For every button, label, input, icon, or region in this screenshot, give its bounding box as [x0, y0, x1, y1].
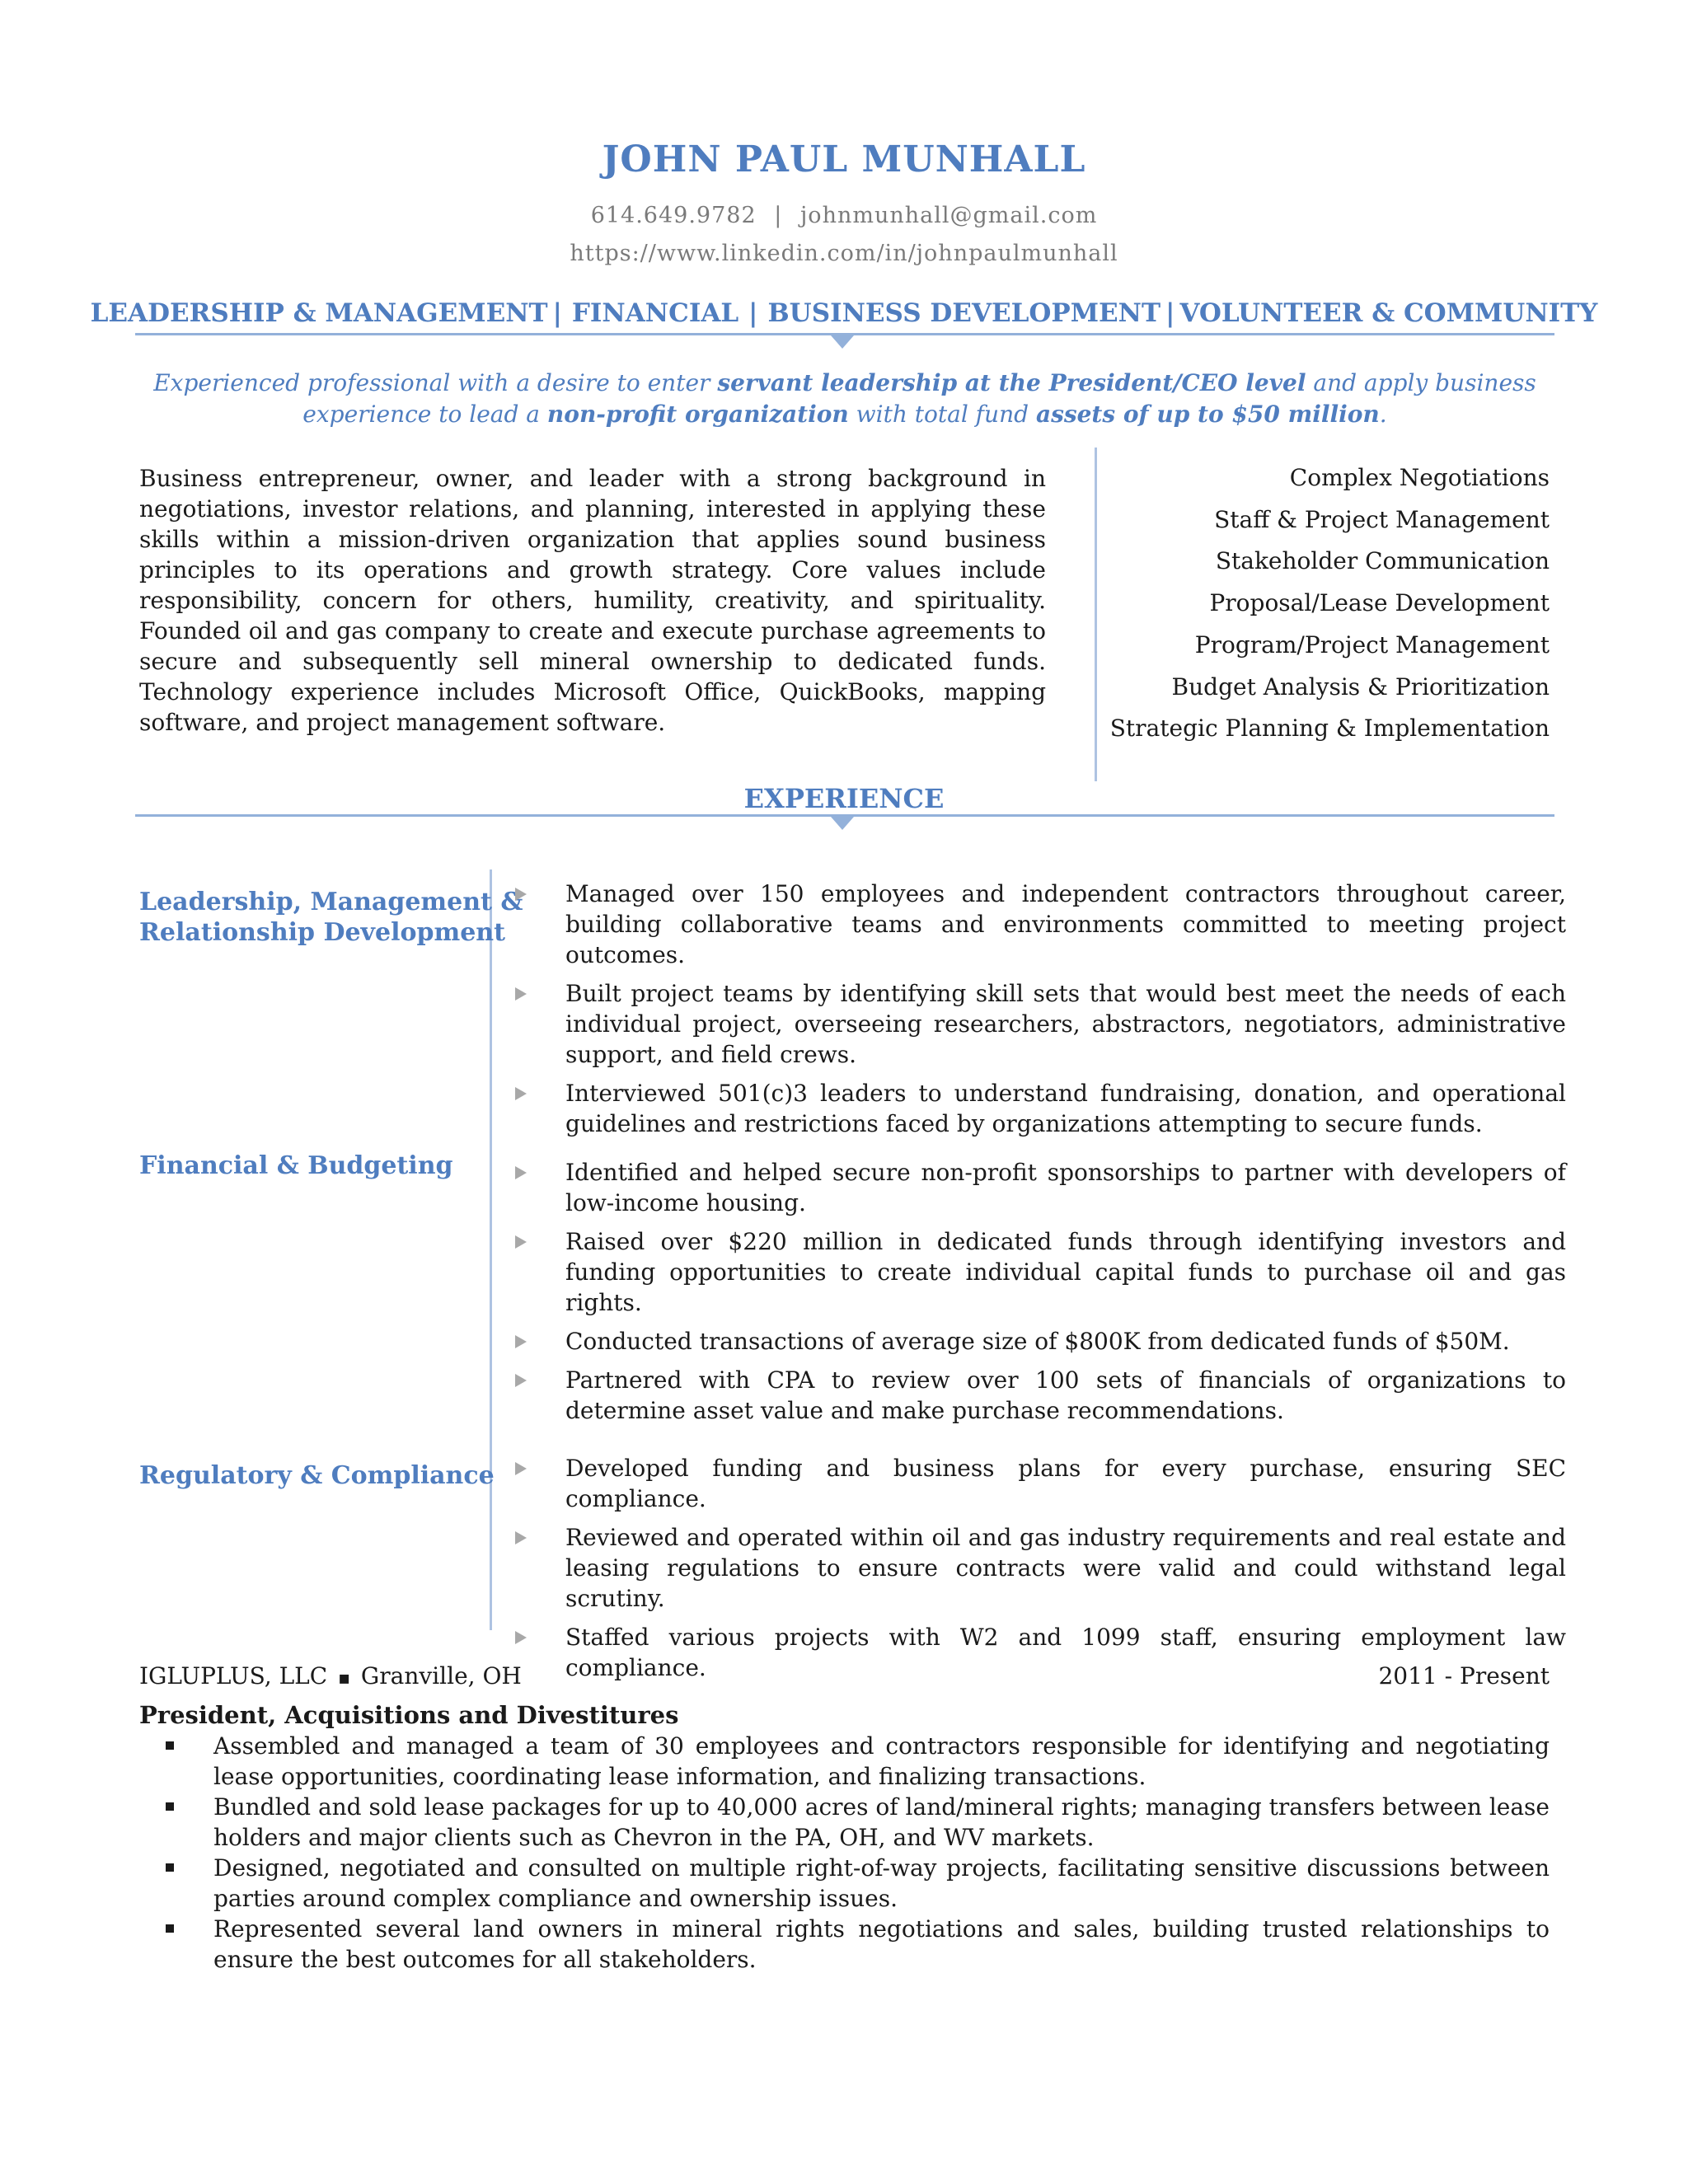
skill-item: Stakeholder Communication: [1215, 547, 1550, 575]
list-item: [518, 879, 1566, 970]
bullet-text: Represented several land owners in mineral rights negotiations and sales, building trusted relationships to ensure the best outcomes for all stakeholders.: [213, 1915, 1550, 1973]
bullet-text: Assembled and managed a team of 30 employees and contractors responsible for identifying and negotiating lease opportunities, coordinating lease information, and finalizing transactions.: [213, 1732, 1550, 1790]
bullet-text: Raised over $220 million in dedicated funds through identifying investors and funding opportunities to create individual capital funds to purchase oil and gas rights.: [565, 1228, 1566, 1316]
banner-separator: |: [748, 298, 758, 328]
contact-separator: |: [774, 203, 783, 228]
category-bullets: [518, 879, 1566, 1147]
category-title-line: Regulatory & Compliance: [139, 1461, 495, 1490]
list-item: [518, 978, 1566, 1070]
triangle-bullet-icon: [515, 1087, 527, 1100]
focus-areas-banner: [0, 298, 1688, 328]
list-item: [139, 1792, 1550, 1853]
triangle-bullet-icon: [515, 1166, 527, 1179]
list-item: [518, 1522, 1566, 1614]
bullet-text: Staffed various projects with W2 and 1099 staff, ensuring employment law compliance.: [565, 1624, 1566, 1681]
square-bullet-icon: [166, 1741, 174, 1750]
objective-text: with total fund: [848, 401, 1036, 428]
objective-text: .: [1379, 401, 1387, 428]
category-title: [139, 1151, 452, 1181]
square-bullet-icon: [166, 1863, 174, 1872]
objective-highlight: non-profit organization: [546, 401, 849, 428]
category-bullets: [518, 1157, 1566, 1434]
focus-area: LEADERSHIP & MANAGEMENT: [90, 298, 548, 328]
triangle-bullet-icon: [515, 1235, 527, 1249]
objective-text: Experienced professional with a desire to enter: [153, 369, 718, 396]
job-dates: 2011 - Present: [1378, 1662, 1550, 1690]
skill-item: Program/Project Management: [1194, 630, 1550, 658]
focus-area: FINANCIAL: [571, 298, 739, 328]
bullet-text: Reviewed and operated within oil and gas industry requirements and real estate and leasing regulations to ensure contracts were valid and could withstand legal scrutiny.: [565, 1524, 1566, 1612]
job-header: [139, 1662, 1550, 1690]
objective-highlight: assets of up to $50 million: [1035, 401, 1380, 428]
list-item: [518, 1453, 1566, 1514]
triangle-bullet-icon: [515, 888, 527, 901]
triangle-bullet-icon: [515, 1335, 527, 1348]
core-skills-list: [1110, 457, 1550, 750]
list-item: [139, 1731, 1550, 1792]
email: johnmunhall@gmail.com: [799, 203, 1098, 228]
summary-divider: [1095, 448, 1097, 781]
job-location: Granville, OH: [360, 1662, 522, 1690]
bullet-text: Bundled and sold lease packages for up to 40,000 acres of land/mineral rights; managing transfers between lease holders and major clients such as Chevron in the PA, OH, and WV markets.: [213, 1793, 1550, 1851]
category-title-line: Leadership, Management &: [139, 888, 523, 916]
candidate-name: JOHN PAUL MUNHALL: [602, 138, 1086, 180]
objective-text: and apply business experience to lead a: [302, 369, 1536, 428]
triangle-bullet-icon: [515, 1531, 527, 1544]
list-item: [139, 1853, 1550, 1914]
skill-item: Strategic Planning & Implementation: [1109, 715, 1550, 743]
category-title-line: Relationship Development: [139, 918, 505, 947]
job-title: President, Acquisitions and Divestitures: [139, 1701, 679, 1729]
list-item: [518, 1365, 1566, 1426]
triangle-bullet-icon: [515, 1462, 527, 1475]
list-item: [518, 1078, 1566, 1139]
bullet-text: Designed, negotiated and consulted on multiple right-of-way projects, facilitating sensitive discussions between parties around complex compliance and ownership issues.: [213, 1854, 1550, 1912]
banner-separator: |: [1165, 298, 1175, 328]
skill-item: Proposal/Lease Development: [1209, 589, 1550, 617]
focus-area: VOLUNTEER & COMMUNITY: [1179, 298, 1598, 328]
skill-item: Budget Analysis & Prioritization: [1171, 673, 1550, 701]
company-separator-icon: ▪: [338, 1668, 351, 1689]
category-title: [139, 1460, 495, 1491]
square-bullet-icon: [166, 1802, 174, 1811]
triangle-bullet-icon: [515, 987, 527, 1001]
objective-highlight: servant leadership at the President/CEO level: [717, 369, 1306, 396]
category-title-line: Financial & Budgeting: [139, 1151, 453, 1180]
list-item: [518, 1226, 1566, 1318]
experience-divider: [490, 869, 492, 1630]
rule-arrow-icon: [831, 335, 854, 349]
objective-statement: [132, 368, 1558, 430]
triangle-bullet-icon: [515, 1631, 527, 1644]
list-item: [518, 1157, 1566, 1218]
square-bullet-icon: [166, 1924, 174, 1933]
rule-arrow-icon: [831, 817, 854, 830]
linkedin-url: https://www.linkedin.com/in/johnpaulmunhall: [570, 241, 1118, 266]
skill-item: Staff & Project Management: [1214, 505, 1550, 533]
bullet-text: Partnered with CPA to review over 100 sets of financials of organizations to determine asset value and make purchase recommendations.: [565, 1366, 1566, 1424]
bullet-text: Managed over 150 employees and independent contractors throughout career, building collaborative teams and environments committed to meeting project outcomes.: [565, 880, 1566, 968]
company-name: IGLUPLUS, LLC: [139, 1662, 328, 1690]
bullet-text: Conducted transactions of average size of $800K from dedicated funds of $50M.: [565, 1328, 1510, 1355]
triangle-bullet-icon: [515, 1374, 527, 1387]
bullet-text: Built project teams by identifying skill sets that would best meet the needs of each individual project, overseeing researchers, abstractors, negotiators, administrative support, and field crews.: [565, 980, 1566, 1068]
banner-separator: |: [552, 298, 562, 328]
job-bullets: [139, 1731, 1550, 1975]
professional-summary: Business entrepreneur, owner, and leader with a strong background in negotiations, investor relations, and planning, interested in applying these skills within a mission-driven organization that applies sound business principles to its operations and growth strategy. Core values include responsibility, concern for others, humility, creativity, and spirituality. Founded oil and gas company to create and execute purchase agreements to secure and subsequently sell mineral ownership to dedicated funds. Technology experience includes Microsoft Office, QuickBooks, mapping software, and project management software.: [139, 465, 1046, 736]
focus-area: BUSINESS DEVELOPMENT: [767, 298, 1161, 328]
bullet-text: Identified and helped secure non-profit sponsorships to partner with developers of low-income housing.: [565, 1159, 1566, 1216]
list-item: [518, 1326, 1566, 1357]
bullet-text: Interviewed 501(c)3 leaders to understand fundraising, donation, and operational guidelines and restrictions faced by organizations attempting to secure funds.: [565, 1080, 1566, 1137]
category-bullets: [518, 1453, 1566, 1691]
category-title: [139, 887, 523, 948]
contact-line: [0, 203, 1688, 228]
experience-heading: EXPERIENCE: [743, 783, 945, 814]
skill-item: Complex Negotiations: [1289, 464, 1550, 491]
bullet-text: Developed funding and business plans for every purchase, ensuring SEC compliance.: [565, 1455, 1566, 1512]
phone: 614.649.9782: [590, 203, 757, 228]
list-item: [139, 1914, 1550, 1975]
